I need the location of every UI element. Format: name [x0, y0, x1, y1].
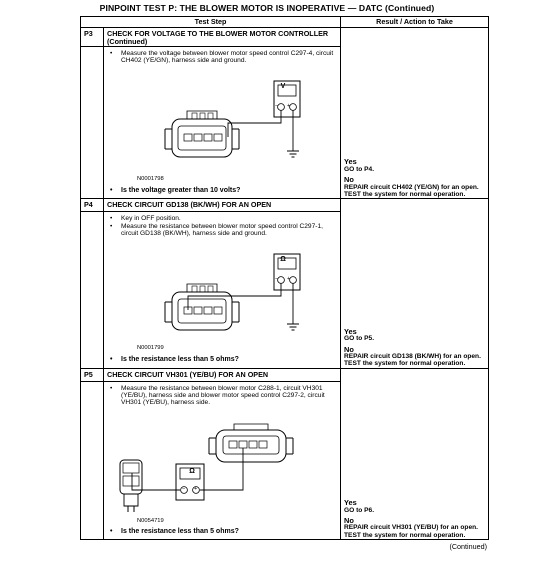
step-p3-heading-row: [81, 28, 489, 47]
no-action: REPAIR circuit GD138 (BK/WH) for an open. TEST the system for normal operation.: [344, 353, 481, 368]
ohmmeter-connector-diagram: [162, 250, 332, 340]
no-label: No: [344, 175, 354, 185]
no-label: No: [344, 344, 354, 354]
step-instruction: Measure the resistance between blower motor speed control C297-1, circuit GD138 (BK/WH), harness side and ground.: [121, 222, 323, 238]
step-p5-result: [341, 368, 489, 539]
step-instruction: Measure the voltage between blower motor speed control C297-4, circuit CH402 (YE/GN), harness side and ground.: [121, 50, 334, 65]
yes-action: GO to P4.: [344, 165, 375, 173]
continued-note: (Continued): [449, 542, 487, 551]
meter-plus: +: [287, 103, 291, 110]
meter-minus: −: [275, 276, 279, 283]
figure-id: N0054719: [137, 517, 164, 524]
ohmmeter-symbol: Ω: [189, 467, 195, 475]
ohmmeter-symbol: Ω: [280, 256, 286, 264]
yes-action: GO to P5.: [344, 335, 375, 343]
step-id: P5: [81, 368, 104, 381]
step-p4-result: [341, 199, 489, 368]
step-id: P4: [81, 199, 104, 212]
voltmeter-symbol: V: [280, 83, 286, 91]
step-id: P3: [81, 28, 104, 47]
two-connector-ohmmeter-diagram: [110, 416, 335, 516]
step-question: • Is the resistance less than 5 ohms?: [110, 356, 239, 364]
table-header-row: [81, 17, 489, 28]
step-p4-body: • Key in OFF position. • Measure the resistance between blower motor speed control C297-1, circuit GD138 (BK/WH), harness side and ground. Ω − + N0001799 • Is the resistance less than 5 ohms?: [104, 212, 341, 368]
meter-plus: +: [194, 485, 198, 492]
test-step-header: Test Step: [81, 17, 341, 28]
no-action: REPAIR circuit CH402 (YE/GN) for an open. TEST the system for normal operation.: [344, 183, 479, 199]
step-p4-heading-row: [81, 199, 489, 212]
no-label: No: [344, 515, 354, 525]
meter-minus: −: [275, 103, 279, 110]
step-heading: CHECK CIRCUIT GD138 (BK/WH) FOR AN OPEN: [104, 199, 341, 212]
step-question: • Is the voltage greater than 10 volts?: [110, 187, 241, 195]
step-instruction: Key in OFF position.: [121, 215, 181, 223]
yes-label: Yes: [344, 498, 357, 508]
step-p5-heading-row: [81, 368, 489, 381]
step-heading: CHECK CIRCUIT VH301 (YE/BU) FOR AN OPEN: [104, 368, 341, 381]
yes-label: Yes: [344, 326, 357, 336]
meter-plus: +: [287, 276, 291, 283]
meter-minus: −: [182, 485, 186, 492]
step-p3-body: • Measure the voltage between blower motor speed control C297-4, circuit CH402 (YE/GN), harness side and ground. V − + N0001798 • Is the voltage greater than 10 volts?: [104, 47, 341, 199]
step-p5-body: • Measure the resistance between blower motor C288-1, circuit VH301 (YE/BU), harness side and blower motor speed control C297-2, circuit VH301 (YE/BU), harness side. Ω − + N0054719 • Is the resistance less than 5 ohms?: [104, 381, 341, 539]
voltmeter-connector-diagram: [162, 77, 332, 167]
result-header: Result / Action to Take: [341, 17, 489, 28]
step-heading: CHECK FOR VOLTAGE TO THE BLOWER MOTOR CONTROLLER (Continued): [104, 28, 341, 47]
yes-label: Yes: [344, 157, 357, 167]
figure-id: N0001799: [137, 345, 164, 352]
pinpoint-test-table: [80, 16, 489, 540]
yes-action: GO to P6.: [344, 506, 375, 514]
figure-id: N0001798: [137, 176, 164, 183]
step-p3-result: [341, 28, 489, 199]
page-title: PINPOINT TEST P: THE BLOWER MOTOR IS INOPERATIVE — DATC (Continued): [99, 3, 435, 13]
step-instruction: Measure the resistance between blower motor C288-1, circuit VH301 (YE/BU), harness side and blower motor speed control C297-2, circuit VH301 (YE/BU), harness side.: [121, 384, 325, 407]
no-action: REPAIR circuit VH301 (YE/BU) for an open. TEST the system for normal operation.: [344, 524, 478, 539]
step-question: • Is the resistance less than 5 ohms?: [110, 527, 239, 535]
